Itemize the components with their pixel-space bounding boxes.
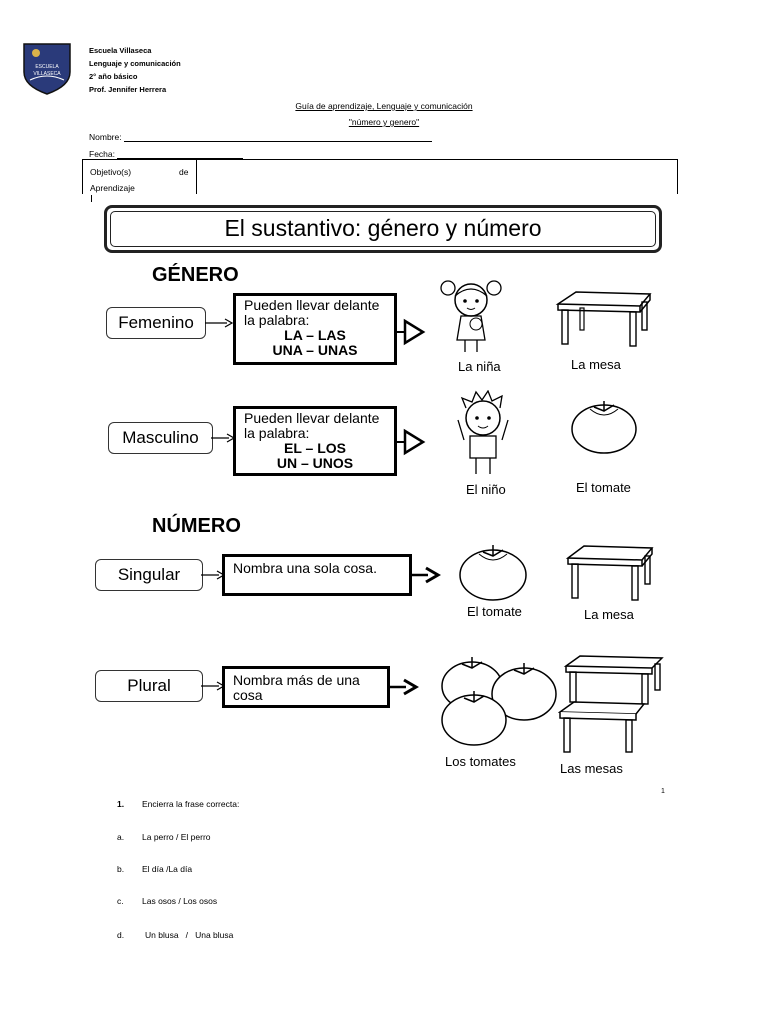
- date-field[interactable]: [89, 149, 243, 159]
- item-letter-a: a.: [117, 832, 125, 842]
- title-banner: [104, 205, 662, 253]
- caption-la-nina: La niña: [458, 359, 501, 374]
- logo-text-2: VILLASECA: [33, 71, 61, 77]
- logo-text-1: ESCUELA: [35, 64, 59, 70]
- caption-el-tomate: El tomate: [576, 480, 631, 495]
- girl-icon: [440, 276, 502, 361]
- numero-heading: NÚMERO: [152, 515, 241, 537]
- masculino-arrow-small: [211, 431, 235, 449]
- plural-definition: Nombra más de una cosa: [222, 666, 390, 708]
- caption-los-tomates: Los tomates: [445, 754, 516, 769]
- school-info: [89, 44, 181, 96]
- singular-label: Singular: [95, 559, 203, 591]
- masculino-arrow-big: [397, 428, 427, 461]
- objective-label-2: Aprendizaje: [90, 183, 135, 193]
- name-label: Nombre:: [89, 132, 124, 142]
- objective-label: Objetivo(s): [90, 167, 132, 177]
- masculino-label: Masculino: [108, 422, 213, 454]
- table-icon: [554, 288, 654, 359]
- item-letter-c: c.: [117, 896, 124, 906]
- name-field[interactable]: [89, 132, 432, 142]
- school-name: Escuela Villaseca: [89, 46, 152, 55]
- tomatoes-icon: [438, 652, 560, 753]
- item-d[interactable]: Un blusa / Una blusa: [145, 930, 234, 940]
- item-a[interactable]: La perro / El perro: [142, 832, 211, 842]
- teacher: Prof. Jennifer Herrera: [89, 85, 167, 94]
- banner-title: El sustantivo: género y número: [224, 215, 542, 241]
- date-label: Fecha:: [89, 149, 118, 159]
- school-logo: [22, 42, 72, 96]
- femenino-definition: Pueden llevar delante la palabra: LA – LAS UNA – UNAS: [233, 293, 397, 365]
- caption-la-mesa: La mesa: [571, 357, 621, 372]
- page-number: 1: [661, 788, 665, 795]
- tomato-icon: [570, 397, 638, 460]
- exercise-number: 1.: [117, 799, 125, 809]
- guide-subtitle: "número y genero": [348, 117, 420, 127]
- femenino-arrow-big: [397, 318, 427, 351]
- boy-icon: [452, 390, 514, 483]
- caption-el-nino: El niño: [466, 482, 506, 497]
- item-c[interactable]: Las osos / Los osos: [142, 896, 218, 906]
- tomato-icon: [458, 540, 528, 607]
- item-b[interactable]: El día /La día: [142, 864, 193, 874]
- masculino-definition: Pueden llevar delante la palabra: EL – LOS UN – UNOS: [233, 406, 397, 476]
- caption-el-tomate-2: El tomate: [467, 604, 522, 619]
- tables-icon: [558, 652, 668, 763]
- genero-heading: GÉNERO: [152, 264, 239, 286]
- exercise-instruction: Encierra la frase correcta:: [142, 799, 240, 809]
- femenino-label: Femenino: [106, 307, 206, 339]
- singular-arrow-big: [412, 565, 442, 590]
- grade: 2° año básico: [89, 72, 138, 81]
- plural-label: Plural: [95, 670, 203, 702]
- item-letter-b: b.: [117, 864, 125, 874]
- subject: Lenguaje y comunicación: [89, 59, 181, 68]
- table-icon: [564, 542, 656, 611]
- femenino-arrow-small: [205, 316, 233, 334]
- item-letter-d: d.: [117, 930, 125, 940]
- objective-table: [82, 159, 678, 194]
- objective-label-de: de: [179, 167, 189, 177]
- caption-la-mesa-2: La mesa: [584, 607, 634, 622]
- plural-arrow-big: [390, 677, 420, 702]
- guide-title: Guía de aprendizaje, Lenguaje y comunicación: [295, 101, 473, 111]
- singular-definition: Nombra una sola cosa.: [222, 554, 412, 596]
- caption-las-mesas: Las mesas: [560, 761, 623, 776]
